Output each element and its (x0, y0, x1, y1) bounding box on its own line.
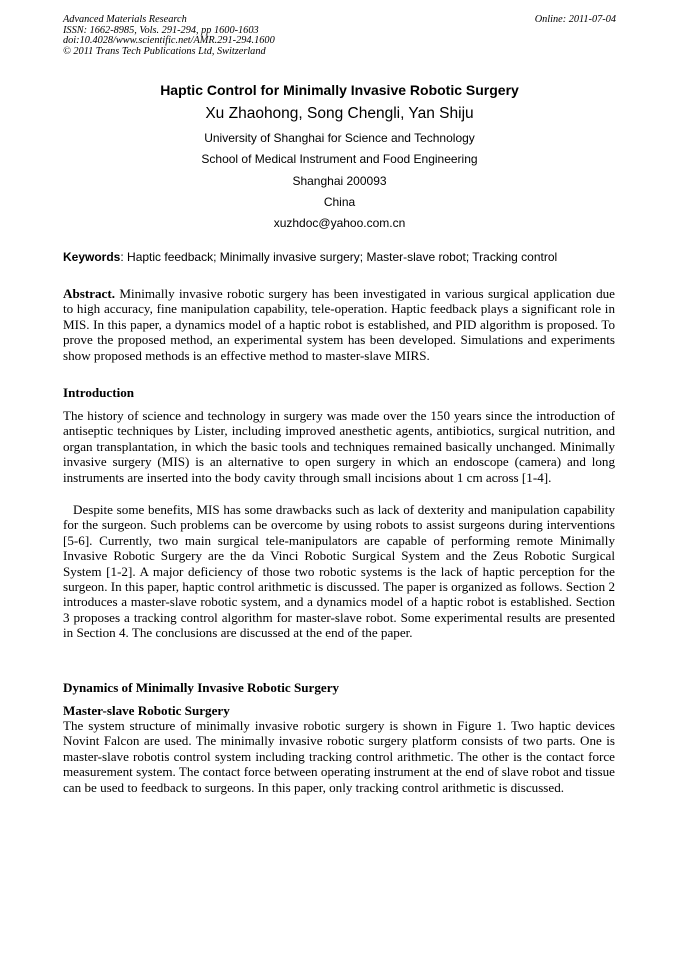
abstract-text: Minimally invasive robotic surgery has been investigated in various surgical application due to high accuracy, fine manipulation capability, tele-operation. Haptic feedback plays a significant role in MIS. In this paper, a dynamics model of a haptic robot is established, and PID algorithm is proposed. To prove the proposed method, an experimental system has been developed. Simulations and experiments show proposed methods is an effective method to master-slave MIRS. (63, 286, 615, 363)
affiliation-school: School of Medical Instrument and Food Engineering (201, 152, 478, 166)
keywords-label: Keywords (63, 250, 121, 264)
abstract-paragraph (63, 286, 615, 363)
author-list: Xu Zhaohong, Song Chengli, Yan Shiju (205, 105, 474, 122)
paper-title: Haptic Control for Minimally Invasive Robotic Surgery (160, 82, 519, 98)
keywords-line (63, 250, 616, 264)
doi-line: doi:10.4028/www.scientific.net/AMR.291-294.1600 (63, 35, 275, 46)
affiliation-city: Shanghai 200093 (292, 174, 387, 188)
affiliation-university: University of Shanghai for Science and Technology (204, 131, 475, 145)
abstract-label: Abstract. (63, 286, 115, 301)
affiliation-country: China (323, 195, 356, 209)
issn-line: ISSN: 1662-8985, Vols. 291-294, pp 1600-1603 (63, 24, 259, 36)
journal-header (63, 15, 616, 57)
copyright-line: © 2011 Trans Tech Publications Ltd, Switzerland (63, 45, 266, 57)
intro-paragraph-1: The history of science and technology in surgery was made over the 150 years since the introduction of antiseptic techniques by Lister, including improved anesthetic agents, antibiotics, surgical nutrition, and organ transplantation, in which the basic tools and techniques remained basically unchanged. Minimally invasive surgery (MIS) is an alternative to open surgery in which an endoscope (camera) and long instruments are inserted into the body cavity through small incisions about 1 cm across [1-4]. (63, 408, 615, 485)
section-heading-dynamics: Dynamics of Minimally Invasive Robotic Surgery (63, 680, 340, 695)
dynamics-paragraph-1: The system structure of minimally invasive robotic surgery is shown in Figure 1. Two haptic devices Novint Falcon are used. The minimally invasive robotic surgery platform consists of two parts. One is master-slave robotis control system including tracking control arithmetic. The other is the contact force measurement system. The contact force between operating instrument at the end of slave robot and tissue can be used to feedback to surgeons. In this paper, only tracking control arithmetic is discussed. (63, 718, 615, 795)
online-date: Online: 2011-07-04 (534, 14, 616, 25)
journal-name: Advanced Materials Research (63, 14, 187, 25)
keywords-text: : Haptic feedback; Minimally invasive surgery; Master-slave robot; Tracking control (120, 250, 558, 264)
subsection-heading-master-slave: Master-slave Robotic Surgery (63, 703, 230, 718)
author-email: xuzhdoc@yahoo.com.cn (273, 216, 406, 230)
intro-paragraph-2: Despite some benefits, MIS has some drawbacks such as lack of dexterity and manipulation capability for the surgeon. Such problems can be overcome by using robots to assist surgeons during interventions [5-6]. Currently, two main surgical tele-manipulators are capable of performing remote Minimally Invasive Robotic Surgery are the da Vinci Robotic Surgical System and the Zeus Robotic Surgical System [1-2]. A major deficiency of those two robotic systems is the lack of haptic perception for the surgeon. In this paper, haptic control arithmetic is discussed. The paper is organized as follows. Section 2 introduces a master-slave robotic system, and a dynamics model of a haptic robot is established. Section 3 proposes a tracking control algorithm for master-slave robot. Some experimental results are presented in Section 4. The conclusions are discussed at the end of the paper. (63, 502, 615, 641)
section-heading-introduction: Introduction (63, 385, 135, 400)
